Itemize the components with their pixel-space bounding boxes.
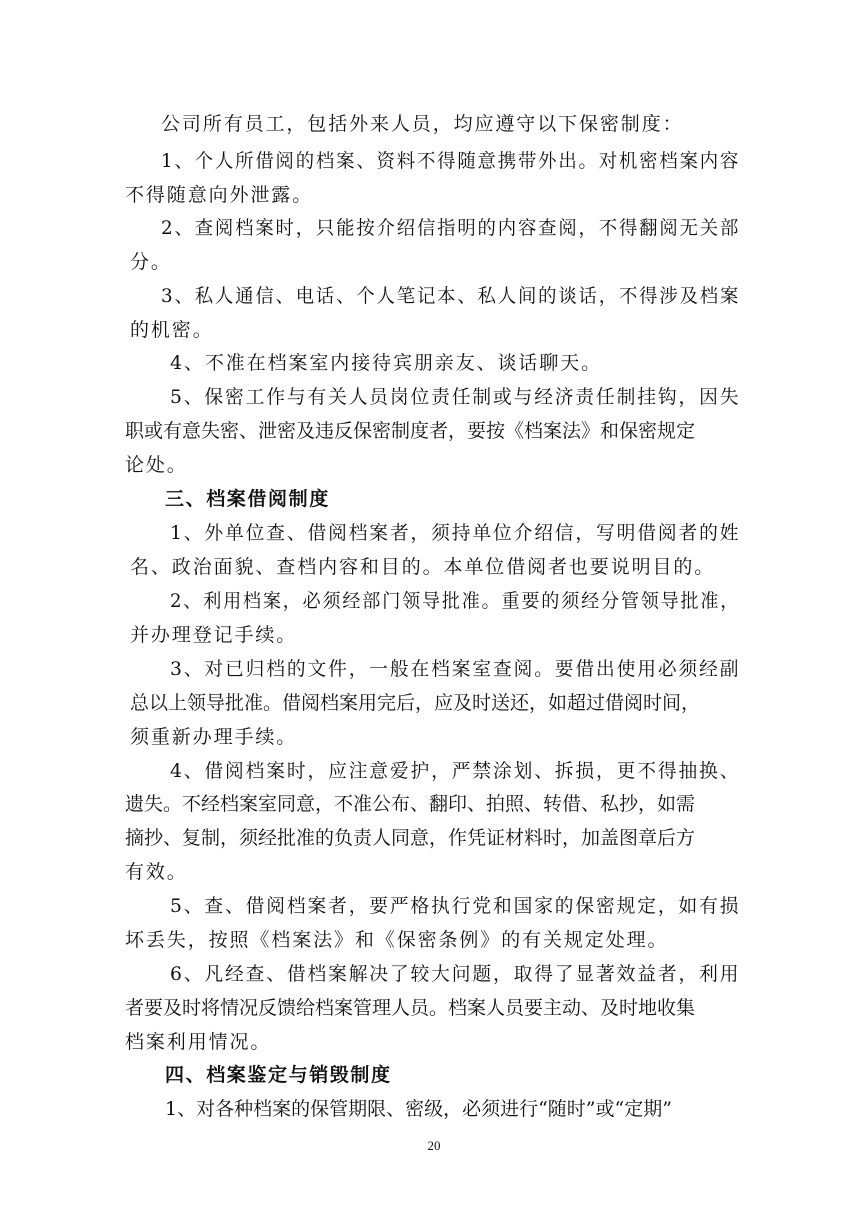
text-line: 4、不准在档案室内接待宾朋亲友、谈话聊天。 <box>170 352 602 374</box>
text-line: 5、查、借阅档案者，要严格执行党和国家的保密规定，如有损 <box>170 895 741 917</box>
text-line: 并办理登记手续。 <box>130 624 298 646</box>
section-heading: 三、档案借阅制度 <box>165 488 330 510</box>
section-heading: 四、档案鉴定与销毁制度 <box>165 1064 392 1086</box>
text-line: 名、政治面貌、查档内容和目的。本单位借阅者也要说明目的。 <box>130 556 716 578</box>
text-line: 分。 <box>130 251 172 273</box>
text-line: 不得随意向外泄露。 <box>125 184 314 206</box>
text-line: 5、保密工作与有关人员岗位责任制或与经济责任制挂钩，因失 <box>170 386 741 408</box>
text-line: 3、对已归档的文件，一般在档案室查阅。要借出使用必须经副 <box>170 658 741 680</box>
text-line: 论处。 <box>125 454 188 476</box>
text-line: 的机密。 <box>130 319 214 341</box>
text-line: 3、私人通信、电话、个人笔记本、私人间的谈话，不得涉及档案 <box>161 285 741 307</box>
text-line: 6、凡经查、借档案解决了较大问题，取得了显著效益者，利用 <box>170 963 741 985</box>
text-line: 2、查阅档案时，只能按介绍信指明的内容查阅，不得翻阅无关部 <box>161 217 741 239</box>
text-line: 遗失。不经档案室同意，不准公布、翻印、拍照、转借、私抄，如需 <box>125 793 696 815</box>
text-line: 职或有意失密、泄密及违反保密制度者，要按《档案法》和保密规定 <box>125 420 696 442</box>
text-line: 2、利用档案，必须经部门领导批准。重要的须经分管领导批准， <box>170 590 741 612</box>
text-line: 4、借阅档案时，应注意爱护，严禁涂划、拆损，更不得抽换、 <box>170 760 741 782</box>
text-line: 者要及时将情况反馈给档案管理人员。档案人员要主动、及时地收集 <box>125 997 696 1019</box>
page-number: 20 <box>427 1138 441 1153</box>
text-line: 1、个人所借阅的档案、资料不得随意携带外出。对机密档案内容 <box>161 150 741 172</box>
text-line: 须重新办理手续。 <box>130 726 298 748</box>
text-line: 1、对各种档案的保管期限、密级，必须进行“随时”或“定期” <box>165 1098 672 1120</box>
text-line: 公司所有员工，包括外来人员，均应遵守以下保密制度： <box>161 113 684 135</box>
text-line: 有效。 <box>125 861 188 883</box>
text-line: 总以上领导批准。借阅档案用完后，应及时送还，如超过借阅时间， <box>130 692 701 714</box>
text-line: 坏丢失，按照《档案法》和《保密条例》的有关规定处理。 <box>125 929 669 951</box>
text-line: 1、外单位查、借阅档案者，须持单位介绍信，写明借阅者的姓 <box>170 522 741 544</box>
text-line: 摘抄、复制，须经批准的负责人同意，作凭证材料时，加盖图章后方 <box>125 827 696 849</box>
text-line: 档案利用情况。 <box>125 1031 272 1053</box>
